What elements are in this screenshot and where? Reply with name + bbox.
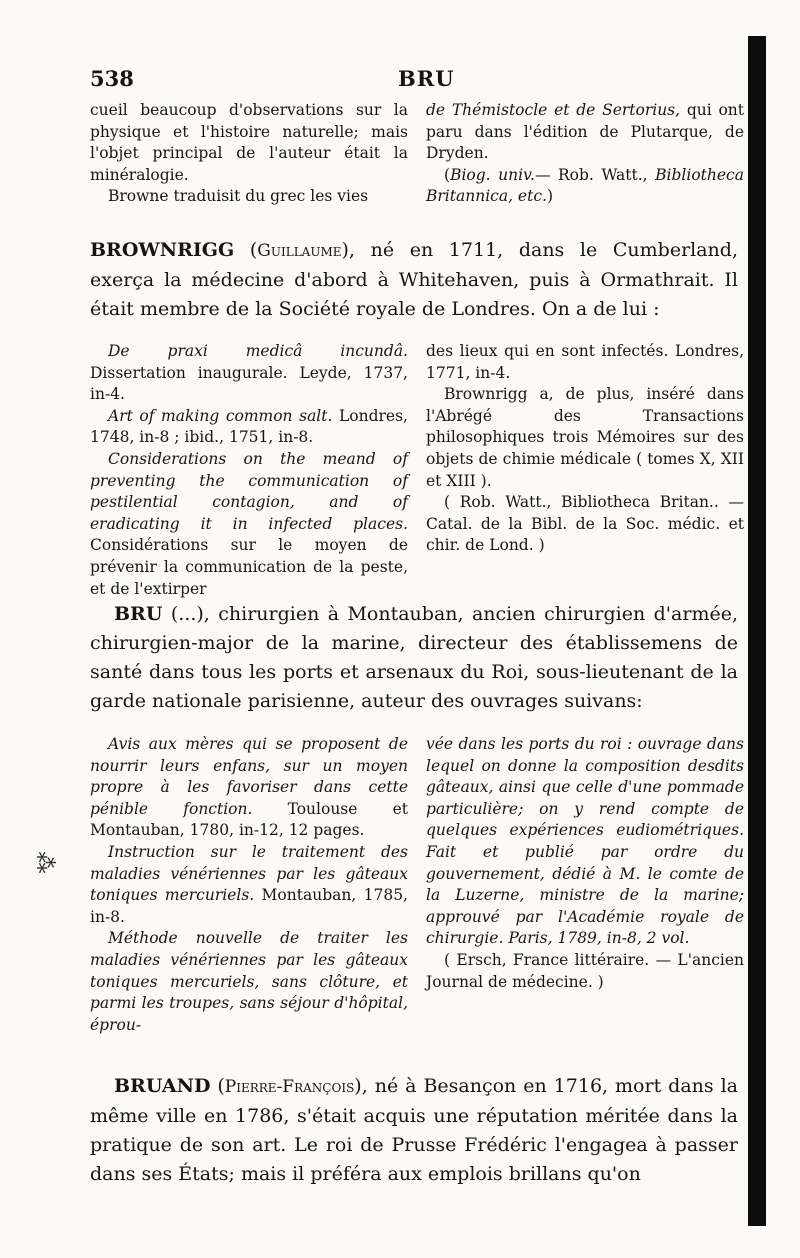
work-item: Méthode nouvelle de traiter les maladies vénériennes par les gâteaux toniques mercuriels, sans clôture, et parmi les troupes, sans séjour d'hôpital, éprou-: [90, 929, 408, 1034]
entry-headword: BRUAND: [114, 1075, 211, 1097]
entry-headword: BRU: [114, 603, 163, 625]
entry-brownrigg: BROWNRIGG (Guillaume), né en 1711, dans le Cumberland, exerça la médecine d'abord à Whitehaven, puis à Ormathrait. Il était membre de la Société royale de Londres. On a de lui :: [90, 239, 738, 320]
entry-text: (...), chirurgien à Montauban, ancien chirurgien d'armée, chirurgien-major de la marine, directeur des établissemens de santé dans tous les ports et arsenaux du Roi, sous-lieutenant de la garde nationale parisienne, auteur des ouvrages suivans:: [90, 603, 738, 712]
continuation-left-column: [90, 100, 408, 208]
brownrigg-works-left: [90, 341, 408, 600]
work-item: Art of making common salt. Londres, 1748, in-8 ; ibid., 1751, in-8.: [90, 406, 408, 447]
work-item: Instruction sur le traitement des maladies vénériennes par les gâteaux toniques mercuriels. Montauban, 1785, in-8.: [90, 842, 408, 926]
entry-first-name: Guillaume: [257, 241, 342, 261]
work-item: des lieux qui en sont infectés. Londres, 1771, in-4.: [426, 342, 744, 382]
brownrigg-works-right: [426, 341, 744, 557]
entry-first-name: Pierre-François: [224, 1077, 355, 1097]
page-edge-shadow: [748, 36, 766, 1226]
continuation-paragraph: de Thémistocle et de Sertorius, qui ont paru dans l'édition de Plutarque, de Dryden.: [426, 101, 744, 163]
continuation-paragraph: Browne traduisit du grec les vies: [108, 187, 369, 206]
page-header: [90, 66, 738, 96]
bibliographic-reference: ( Ersch, France littéraire. — L'ancien Journal de médecine. ): [426, 950, 744, 991]
bru-works-right: [426, 734, 744, 993]
running-title: BRU: [398, 66, 455, 91]
entry-text: , né à Besançon en 1716, mort dans la même ville en 1786, s'était acquis une réputation méritée dans la pratique de son art. Le roi de Prusse Frédéric l'engagea à passer dans ses États; mais il préféra aux emplois brillans qu'on: [90, 1075, 738, 1185]
entry-headword: BROWNRIGG: [90, 239, 235, 261]
work-item: Brownrigg a, de plus, inséré dans l'Abrégé des Transactions philosophiques trois Mémoires sur des objets de chimie médicale ( tomes X, XII et XIII ).: [426, 385, 744, 490]
page-number: 538: [90, 66, 134, 91]
work-item: De praxi medicâ incundâ. Dissertation inaugurale. Leyde, 1737, in-4.: [90, 342, 408, 404]
margin-mark: ⁂: [31, 851, 57, 874]
entry-bruand: BRUAND (Pierre-François), né à Besançon en 1716, mort dans la même ville en 1786, s'était acquis une réputation méritée dans la pratique de son art. Le roi de Prusse Frédéric l'engagea à passer dans ses États; mais il préféra aux emplois brillans qu'on: [90, 1075, 738, 1185]
bibliographic-reference: ( Rob. Watt., Bibliotheca Britan.. — Catal. de la Bibl. de la Soc. médic. et chir. de Lond. ): [426, 493, 744, 555]
bibliographic-reference: (Biog. univ.— Rob. Watt., Bibliotheca Britannica, etc.): [426, 165, 744, 206]
work-item: vée dans les ports du roi : ouvrage dans lequel on donne la composition desdits gâteaux, ainsi que celle d'une pommade particulière; on y rend compte de quelques expériences eudiométriques. Fait et publié par ordre du gouvernement, dédié à M. le comte de la Luzerne, ministre de la marine; approuvé par l'Académie royale de chirurgie. Paris, 1789, in-8, 2 vol.: [426, 735, 744, 948]
continuation-paragraph: cueil beaucoup d'observations sur la physique et l'histoire naturelle; mais l'objet principal de l'auteur était la minéralogie.: [90, 101, 408, 184]
work-item: Avis aux mères qui se proposent de nourrir leurs enfans, sur un moyen propre à les favoriser dans cette pénible fonction. Toulouse et Montauban, 1780, in-12, 12 pages.: [90, 735, 408, 840]
entry-text: , né en 1711, dans le Cumberland, exerça la médecine d'abord à Whitehaven, puis à Ormathrait. Il était membre de la Société royale de Londres. On a de lui :: [90, 239, 738, 320]
bru-works-left: [90, 734, 408, 1036]
entry-bru: [90, 600, 738, 716]
continuation-right-column: [426, 100, 744, 208]
work-item: Considerations on the meand of preventing the communication of pestilential contagion, and of eradicating it in infected places. Considérations sur le moyen de prévenir la communication de la peste, et de l'extirper: [90, 449, 408, 598]
